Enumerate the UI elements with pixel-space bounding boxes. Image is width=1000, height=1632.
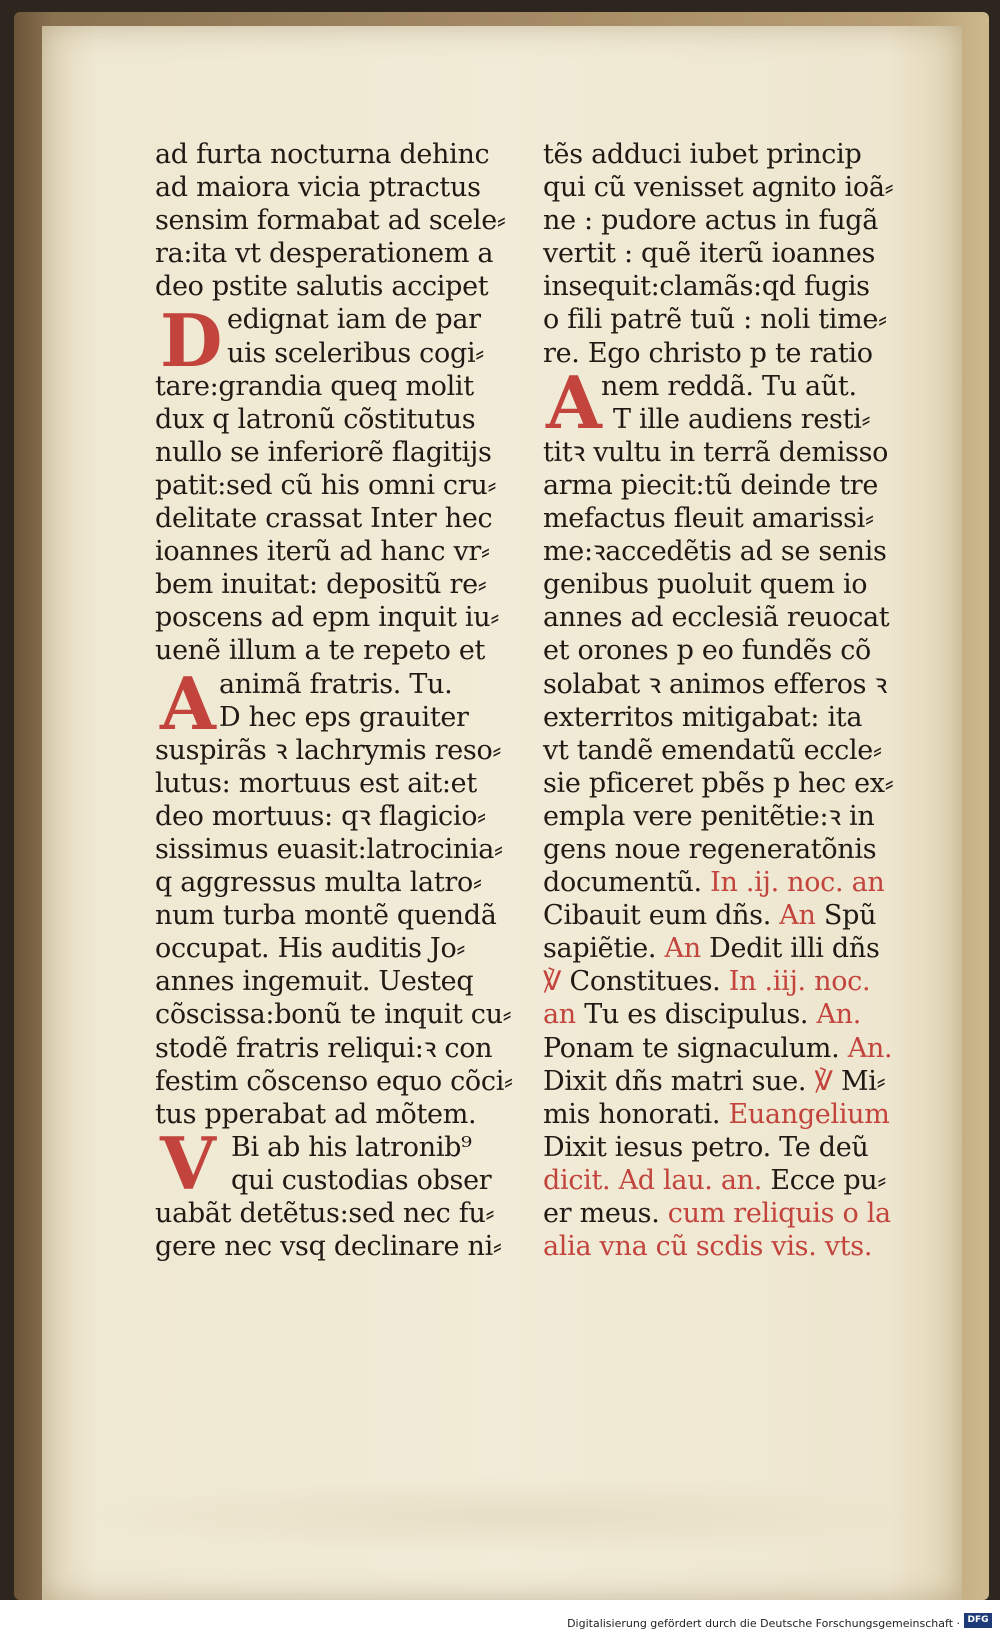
page-stain xyxy=(82,1476,932,1556)
text-segment: Constitues. xyxy=(569,966,721,998)
red-initial-letter: D xyxy=(160,298,223,383)
red-initial-letter: A xyxy=(160,661,216,746)
text-segment: sapiẽtie. xyxy=(543,933,657,965)
text-line: poscens ad epm inquit iu⸗ xyxy=(155,602,500,634)
text-line xyxy=(543,1098,915,1131)
text-line: empla vere penitẽtie:ꝛ in xyxy=(543,800,875,832)
text-line xyxy=(543,998,915,1031)
text-line: deo pstite salutis accipet xyxy=(155,271,489,303)
rubric-text: cum reliquis o la xyxy=(667,1198,891,1229)
rubric-text: Euangelium xyxy=(728,1098,890,1130)
text-line xyxy=(543,1164,915,1197)
text-line: titꝛ vultu in terrã demisso xyxy=(543,436,889,468)
rubric-text: dicit. Ad lau. an. xyxy=(543,1164,763,1196)
rubric-text: ℣ xyxy=(543,966,562,998)
text-line xyxy=(543,965,915,998)
red-initial-letter: V xyxy=(160,1121,216,1206)
rubric-text: An xyxy=(664,933,701,965)
text-line: exterritos mitigabat: ita xyxy=(543,701,863,733)
text-line xyxy=(543,899,915,932)
text-segment: er meus. xyxy=(543,1198,660,1229)
red-initial-letter: A xyxy=(546,360,602,445)
text-segment: documentũ. xyxy=(543,867,702,899)
rubric-text: An. xyxy=(847,1032,893,1064)
text-line: annes ad ecclesiã reuocat xyxy=(543,602,890,634)
rubric-text: In .iij. noc. xyxy=(728,966,871,998)
text-line: et orones p eo fundẽs cõ xyxy=(543,635,871,667)
text-line: gere nec vsq declinare ni⸗ xyxy=(155,1231,502,1263)
text-line: cõscissa:bonũ te inquit cu⸗ xyxy=(155,999,512,1031)
text-line: ne : pudore actus in fugã xyxy=(543,205,879,237)
text-line: ad maiora vicia ptractus xyxy=(155,172,481,204)
text-line: uenẽ illum a te repeto et xyxy=(155,635,486,667)
text-segment: Ecce pu⸗ xyxy=(770,1164,887,1196)
text-line: insequit:clamãs:qd fugis xyxy=(543,271,870,303)
text-line: deo mortuus: qꝛ flagicio⸗ xyxy=(155,800,486,832)
rubric-text: An. xyxy=(816,999,862,1031)
text-line: genibus puoluit quem io xyxy=(543,569,868,601)
text-line: annes ingemuit. Uesteq xyxy=(155,966,474,998)
text-segment: Tu es discipulus. xyxy=(584,999,809,1031)
text-line: num turba montẽ quendã xyxy=(155,900,497,932)
text-line: tus pperabat ad mõtem. xyxy=(155,1098,477,1130)
text-line: nullo se inferiorẽ flagitijs xyxy=(155,436,492,468)
text-line: qui cũ venisset agnito ioã⸗ xyxy=(543,172,894,204)
text-line: ioannes iterũ ad hanc vr⸗ xyxy=(155,536,490,568)
text-line: me:ꝛaccedẽtis ad se senis xyxy=(543,536,887,568)
text-line: ra:ita vt desperationem a xyxy=(155,238,494,270)
rubric-text: an xyxy=(543,999,576,1031)
text-line: Bi ab his latronib⁹ xyxy=(231,1131,472,1163)
text-line: arma piecit:tũ deinde tre xyxy=(543,469,879,501)
text-line: occupat. His auditis Jo⸗ xyxy=(155,933,466,965)
text-line: stodẽ fratris reliqui:ꝛ con xyxy=(155,1032,493,1064)
text-line: tẽs adduci iubet princip xyxy=(543,139,862,170)
text-line xyxy=(543,1197,915,1230)
text-segment: mis honorati. xyxy=(543,1098,721,1130)
text-line xyxy=(543,932,915,965)
text-line: sensim formabat ad scele⸗ xyxy=(155,205,506,237)
text-segment: Dixit dñs matri sue. xyxy=(543,1065,807,1097)
text-line: patit:sed cũ his omni cru⸗ xyxy=(155,469,497,501)
text-line: edignat iam de par xyxy=(227,304,481,336)
text-segment: Dedit illi dñs xyxy=(709,933,880,965)
text-segment: Spũ xyxy=(823,900,877,932)
text-line: ad furta nocturna dehinc xyxy=(155,139,490,170)
text-line xyxy=(543,1065,915,1098)
text-line: q aggressus multa latro⸗ xyxy=(155,867,482,899)
text-line: mefactus fleuit amarissi⸗ xyxy=(543,503,874,535)
text-line xyxy=(543,866,915,899)
text-line: vertit : quẽ iterũ ioannes xyxy=(543,238,876,270)
text-line: Dixit iesus petro. Te deũ xyxy=(543,1131,869,1163)
text-line: dux q latronũ cõstitutus xyxy=(155,403,476,435)
text-line: sissimus euasit:latrocinia⸗ xyxy=(155,833,503,865)
text-line: vt tandẽ emendatũ eccle⸗ xyxy=(543,734,882,766)
rubric-text: In .ij. noc. an xyxy=(710,867,885,899)
text-line: T ille audiens resti⸗ xyxy=(613,403,871,435)
text-line: delitate crassat Inter hec xyxy=(155,503,493,535)
text-line: nem reddã. Tu aũt. xyxy=(601,370,857,402)
text-line: uis sceleribus cogi⸗ xyxy=(227,337,484,369)
text-segment: Mi⸗ xyxy=(840,1065,886,1097)
text-line: D hec eps grauiter xyxy=(219,701,469,733)
text-line: suspirãs ꝛ lachrymis reso⸗ xyxy=(155,734,502,766)
text-line: festim cõscenso equo cõci⸗ xyxy=(155,1065,513,1097)
rubric-line: alia vna cũ scdis vis. vts. xyxy=(543,1231,873,1263)
text-line: re. Ego christo p te ratio xyxy=(543,337,873,369)
text-segment: Cibauit eum dñs. xyxy=(543,900,771,932)
rubric-text: An xyxy=(779,900,816,932)
rubric-text: ℣ xyxy=(814,1065,833,1097)
text-line: sie pficeret pbẽs p hec ex⸗ xyxy=(543,767,894,799)
text-line: uabãt detẽtus:sed nec fu⸗ xyxy=(155,1198,495,1229)
text-line: lutus: mortuus est ait:et xyxy=(155,767,477,799)
text-line: solabat ꝛ animos efferos ꝛ xyxy=(543,668,887,700)
text-line: animã fratris. Tu. xyxy=(219,668,453,700)
text-segment: Ponam te signaculum. xyxy=(543,1032,840,1064)
digitization-credit: Digitalisierung gefördert durch die Deutsche Forschungsgemeinschaft · xyxy=(567,1617,960,1630)
text-line: tare:grandia queq molit xyxy=(155,370,474,402)
right-text-column xyxy=(543,138,915,1263)
text-line xyxy=(543,1032,915,1065)
text-line: o fili patrẽ tuũ : noli time⸗ xyxy=(543,304,887,336)
text-line: gens noue regeneratõnis xyxy=(543,833,877,865)
dfg-logo: DFG xyxy=(964,1613,992,1628)
text-line: bem inuitat: depositũ re⸗ xyxy=(155,569,487,601)
text-line: qui custodias obser xyxy=(231,1164,492,1196)
